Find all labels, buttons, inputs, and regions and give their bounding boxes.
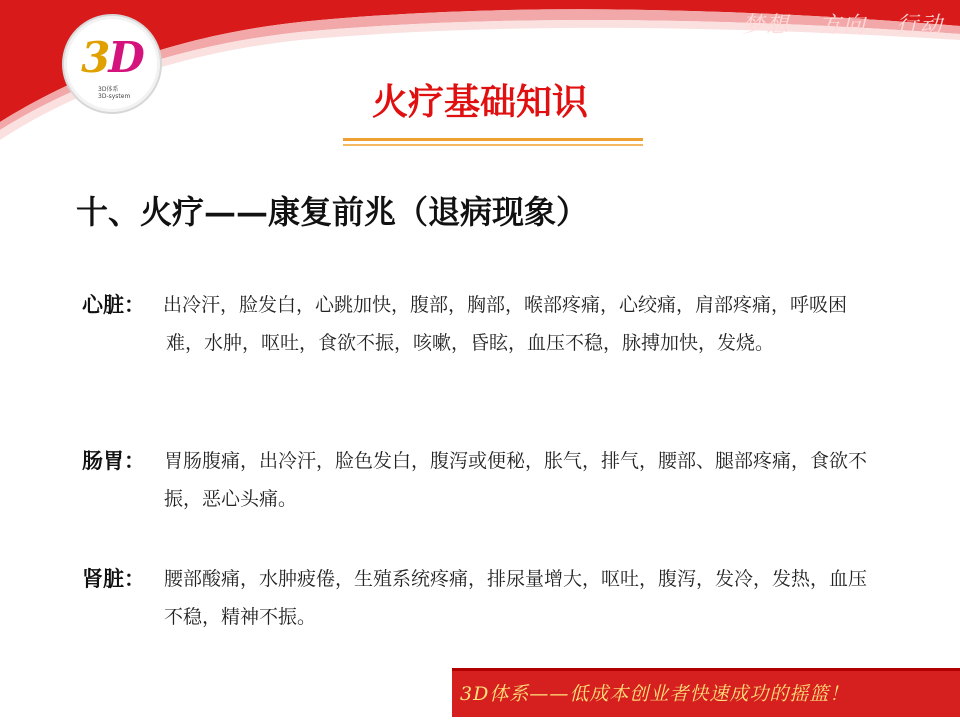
section-text: 出冷汗，脸发白，心跳加快，腹部，胸部，喉部疼痛，心绞痛，肩部疼痛，呼吸困难，水肿，呕吐，食欲不振，咳嗽，昏眩，血压不稳，脉搏加快，发烧。 (163, 294, 848, 354)
slogan (722, 8, 944, 39)
slide-title: 火疗基础知识 (371, 81, 588, 123)
footer-tagline: 3D体系——低成本创业者快速成功的摇篮！ (460, 683, 850, 705)
section-text: 胃肠腹痛，出冷汗，脸色发白，腹泻或便秘，胀气，排气，腰部、腿部疼痛，食欲不振，恶心头痛。 (164, 450, 868, 510)
slogan-item: 梦想 (741, 13, 790, 38)
logo-mark: 3D (81, 33, 143, 82)
symptom-section-stomach (82, 442, 882, 518)
section-text: 腰部酸痛，水肿疲倦，生殖系统疼痛，排尿量增大，呕吐，腹泻，发冷，发热，血压不稳，精神不振。 (164, 568, 868, 628)
slogan-item: 行动 (895, 13, 944, 38)
symptom-section-heart (82, 286, 882, 362)
section-label: 肾脏： (82, 566, 145, 591)
section-heading: 十、火疗——康复前兆（退病现象） (76, 193, 589, 231)
brand-logo (62, 14, 162, 114)
symptom-section-kidney (82, 560, 882, 636)
title-underline (343, 138, 643, 141)
logo-subtitle: 3D体系 3D-system (98, 86, 131, 100)
section-label: 肠胃： (82, 448, 145, 473)
title-underline-secondary (343, 144, 643, 146)
section-label: 心脏： (82, 292, 145, 317)
footer-banner (452, 668, 960, 717)
slogan-item: 方向 (818, 13, 867, 38)
